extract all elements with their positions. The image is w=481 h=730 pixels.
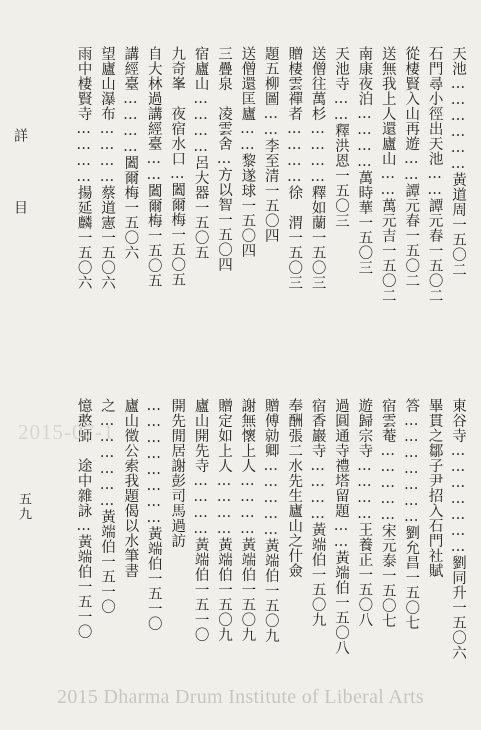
entry-page: 一五〇二 [403,228,420,288]
toc-entry [261,398,280,643]
entry-page: 一五〇八 [356,567,373,627]
entry-author: 闔爾梅 [169,182,186,227]
entry-leader: …… [145,151,162,183]
entry-page: 一五〇二 [379,243,396,303]
entry-title: 九奇峯 夜宿水口 [169,46,186,166]
entry-author: 方以智 [216,167,232,212]
toc-entry [425,46,444,303]
entry-author: 李至清 [262,138,279,183]
entry-title: 從棲賢入山再遊 [403,46,420,151]
toc-entry [191,46,210,260]
entry-leader: ………… [356,106,373,170]
entry-title: 宿香巖寺 [309,398,326,458]
entry-author: 闔爾梅 [145,183,162,228]
toc-entry [167,46,186,287]
entry-title: 望廬山瀑布 [99,46,115,121]
toc-entry [331,46,350,228]
entry-author: 黃端伯 [75,534,92,579]
toc-entry [378,46,397,303]
entry-title: 三疊泉 凌雲舍 [216,46,232,151]
entry-leader: …………… [379,443,396,523]
toc-entry [401,46,420,288]
entry-author: 萬時華 [356,170,373,215]
entry-title: 宿雲菴 [379,398,396,443]
toc-entry [74,46,93,290]
entry-author: 闔爾梅 [122,155,139,200]
entry-title: 石門尋小徑出天池 [426,46,443,166]
entry-title: 奉酬張二水先生廬山之什僉 [286,398,303,578]
toc-entry [354,46,373,275]
toc-entry [378,398,397,628]
entry-page: 一五〇三 [356,215,373,275]
entry-author: 黃端伯 [216,537,232,582]
entry-title: 天池寺 [333,46,349,91]
entry-author: 黃端伯 [262,538,279,583]
entry-author: 蔡道憲 [99,185,115,230]
toc-entry [308,46,327,290]
entry-leader: …… [239,121,256,153]
entry-author: 黃道周 [450,172,466,217]
entry-page: 一五一〇 [99,554,115,614]
entry-title: 宿廬山 [192,46,209,91]
entry-page: 一五〇七 [403,570,420,630]
entry-author: 黃端伯 [239,537,256,582]
toc-entry [144,398,163,631]
entry-leader: …………………… [145,398,162,526]
entry-author: 黃端伯 [145,526,162,571]
entry-author: 徐 渭 [286,185,303,230]
entry-title: 雨中棲賢寺 [75,46,92,121]
entry-author: 譚元春 [426,198,443,243]
toc-entry [448,46,467,277]
toc-entry [284,398,303,578]
entry-title: 畢貫之鄒子尹招入石門社賦 [426,398,443,578]
toc-entry [448,398,467,660]
entry-leader: … [75,518,92,534]
entry-author: 黃端伯 [192,537,209,582]
toc-entry [167,398,186,548]
entry-page: 一五〇六 [450,600,466,660]
entry-leader: …… [379,166,396,198]
toc-entry [354,398,373,627]
toc-entry [214,46,233,272]
entry-leader: ………… [122,91,139,155]
entry-title: 題五柳圖 [262,46,279,106]
entry-page: 一五〇五 [145,228,162,288]
entry-title: 贈棲雲禪者 [286,46,303,121]
entry-leader: …… [403,151,420,183]
entry-title: 之 [99,398,115,413]
entry-page: 一五〇七 [379,568,396,628]
toc-entry [425,398,444,578]
entry-title: 廬山徵公索我題偈以水筆書 [122,398,139,578]
entry-page: 一五〇四 [216,212,232,272]
entry-author: 黎遂球 [239,153,256,198]
entry-leader: ………… [192,473,209,537]
header-title: 詳 目 [12,128,28,236]
entry-title: 贈傅勍卿 [262,398,279,458]
entry-page: 一五一〇 [145,571,162,631]
entry-author: 劉同升 [450,555,466,600]
entry-page: 一五〇四 [262,183,279,243]
toc-entry [308,398,327,627]
toc-entry [237,46,256,258]
entry-author: 萬元吉 [379,198,396,243]
entry-leader: … [169,166,186,182]
watermark: 2015 Dharma Drum Institute of Liberal Arts [57,686,424,708]
toc-entry [120,46,139,260]
entry-page: 一五〇四 [239,198,256,258]
entry-author: 釋如蘭 [309,185,326,230]
entry-author: 譚元春 [403,183,420,228]
toc-entry [284,46,303,290]
entry-title: 東谷寺 [450,398,466,443]
entry-page: 一五〇九 [262,583,279,643]
entry-author: 呂大器 [192,155,209,200]
entry-leader: …… [333,518,349,550]
entry-author: 黃端伯 [309,522,326,567]
toc-entry [214,398,233,642]
toc-entry [97,46,116,290]
entry-leader: ………………… [403,413,420,525]
entry-leader: …… [426,166,443,198]
entry-title: 送僧還匡廬 [239,46,256,121]
entry-page: 一五一〇 [192,582,209,642]
entry-title: 送無我上人還廬山 [379,46,396,166]
entry-title: 送僧往萬杉 [309,46,326,121]
entry-page: 一五〇六 [99,230,115,290]
entry-leader: …… [333,91,349,123]
entry-leader: ……………… [99,413,115,509]
entry-title: 憶憨師 途中雜詠 [75,398,92,518]
entry-leader: ………… [356,458,373,522]
entry-author: 黃端伯 [333,550,349,595]
entry-leader: ………… [216,473,232,537]
entry-leader: ………… [309,121,326,185]
entry-page: 一五〇三 [333,168,349,228]
entry-title: 南康夜泊 [356,46,373,106]
entry-leader: ………… [239,473,256,537]
entry-page: 一五〇二 [426,243,443,303]
toc-entry [331,398,350,655]
entry-leader: …………… [262,458,279,538]
entry-page: 一五〇三 [309,230,326,290]
toc-entry [120,398,139,578]
entry-author: 揚延麟 [75,185,92,230]
entry-page: 一五〇二 [450,217,466,277]
entry-leader: ………… [309,458,326,522]
entry-title: 過圓通寺禮塔留題 [333,398,349,518]
entry-title: 自大林過講經臺 [145,46,162,151]
entry-page: 一五〇八 [333,595,349,655]
entry-title: 贈定如上人 [216,398,232,473]
entry-leader: ………… [75,121,92,185]
entry-leader: ………… [192,91,209,155]
faint-stamp: 2015-07-1 [18,420,115,444]
entry-title: 遊歸宗寺 [356,398,373,458]
entry-title: 開先閒居謝彭司馬過訪 [169,398,186,548]
entry-leader: ………… [286,121,303,185]
entry-title: 廬山開先寺 [192,398,209,473]
entry-title: 答 [403,398,420,413]
page-number: 五九 [16,492,31,522]
toc-entry [237,398,256,642]
entry-page: 一五〇五 [192,200,209,260]
toc-entry [401,398,420,630]
entry-title: 天池 [450,46,466,76]
entry-page: 一五〇六 [75,230,92,290]
toc-entry [144,46,163,288]
entry-page: 一五〇九 [239,582,256,642]
entry-page: 一五〇九 [216,582,232,642]
toc-entry [191,398,210,642]
toc-entry [261,46,280,243]
entry-leader: …… [262,106,279,138]
entry-author: 劉允昌 [403,525,420,570]
entry-page: 一五〇五 [169,227,186,287]
entry-leader: ……………… [450,76,466,172]
entry-title: 謝無懷上人 [239,398,256,473]
entry-author: 王養正 [356,522,373,567]
entry-leader: ………… [99,121,115,185]
entry-leader: … [216,151,232,167]
entry-title: 講經臺 [122,46,139,91]
entry-author: 黃端伯 [99,509,115,554]
entry-author: 釋洪恩 [333,123,349,168]
entry-page: 一五〇九 [309,567,326,627]
entry-author: 宋元泰 [379,523,396,568]
entry-page: 一五一〇 [75,579,92,639]
entry-leader: ………………… [450,443,466,555]
entry-page: 一五〇六 [122,200,139,260]
entry-page: 一五〇三 [286,230,303,290]
